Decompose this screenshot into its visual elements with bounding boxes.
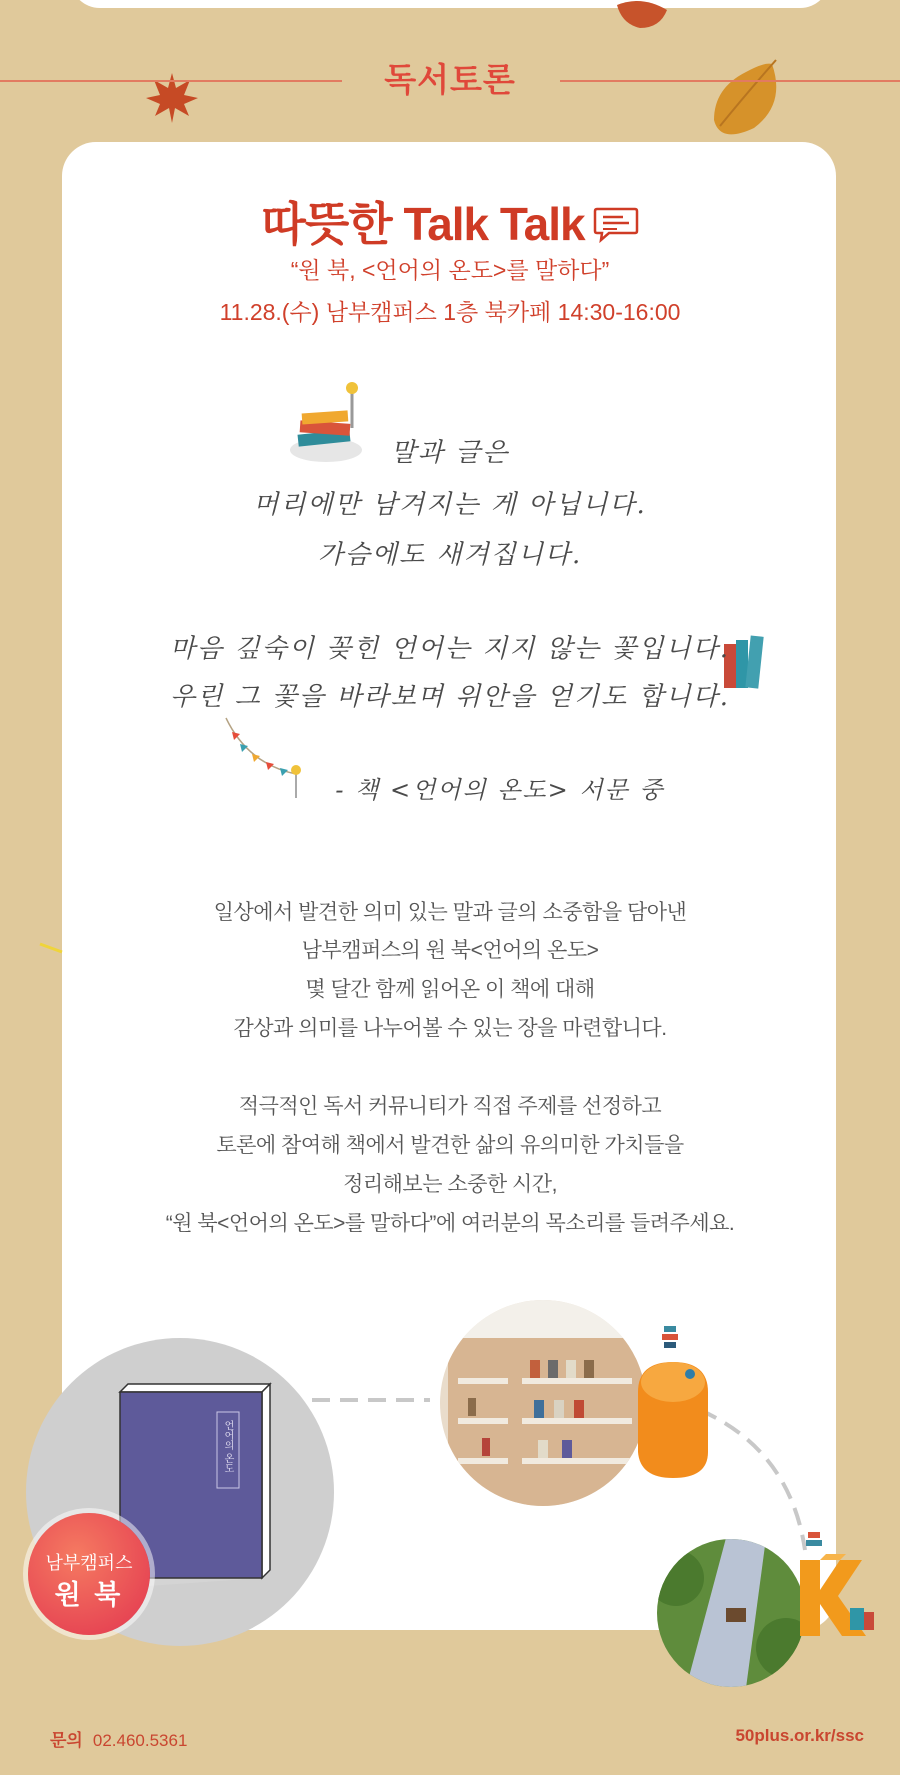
speech-bubble-icon: [593, 201, 639, 255]
campus-letter-s-icon: [628, 1322, 718, 1482]
book-spine-title: 언어의 온도: [222, 1420, 233, 1474]
contact-label: 문의: [50, 1731, 83, 1750]
bookshelf-photo: [438, 1298, 648, 1508]
body-text: 남부캠퍼스의 원 북<언어의 온도>: [301, 939, 599, 962]
quote-line: 가슴에도 새겨집니다.: [317, 540, 583, 570]
quote-line: 마음 깊숙이 꽂힌 언어는 지지 않는 꽃입니다.: [170, 634, 730, 664]
quote-line: 말과 글은: [390, 438, 510, 468]
event-date-location: 11.28.(수) 남부캠퍼스 1층 북카페 14:30-16:00: [219, 299, 681, 325]
one-book-badge: [28, 1513, 150, 1635]
quote-source: - 책 <언어의 온도> 서문 중: [335, 776, 665, 804]
quote-line: 머리에만 남겨지는 게 아닙니다.: [253, 490, 647, 520]
contact-phone[interactable]: 02.460.5361: [92, 1731, 188, 1750]
event-title-text: 따뜻한 Talk Talk: [261, 198, 585, 250]
campus-letter-k-icon: [780, 1520, 880, 1650]
body-text: “원 북<언어의 온도>를 말하다”에 여러분의 목소리를 들려주세요.: [165, 1212, 735, 1235]
event-subtitle: “원 북, <언어의 온도>를 말하다”: [290, 257, 610, 283]
top-card-edge: [70, 0, 830, 8]
body-text: 토론에 참여해 책에서 발견한 삶의 유의미한 가치들을: [216, 1134, 684, 1157]
event-title: [0, 188, 900, 255]
body-text: 일상에서 발견한 의미 있는 말과 글의 소중함을 담아낸: [213, 901, 687, 924]
badge-campus-label: 남부캠퍼스: [45, 1553, 133, 1573]
section-title: 독서토론: [384, 61, 516, 98]
website-link[interactable]: 50plus.or.kr/ssc: [735, 1726, 864, 1745]
leaf-icon: [612, 0, 672, 32]
contact-info: [50, 1726, 187, 1751]
decorative-dash: [38, 940, 64, 956]
body-text: 적극적인 독서 커뮤니티가 직접 주제를 선정하고: [238, 1095, 662, 1118]
quote-line: 우린 그 꽃을 바라보며 위안을 얻기도 합니다.: [170, 682, 730, 712]
body-text: 몇 달간 함께 읽어온 이 책에 대해: [305, 978, 595, 1001]
body-text: 감상과 의미를 나누어볼 수 있는 장을 마련합니다.: [233, 1017, 667, 1040]
badge-title: 원 북: [54, 1580, 124, 1610]
body-text: 정리해보는 소중한 시간,: [343, 1173, 557, 1196]
